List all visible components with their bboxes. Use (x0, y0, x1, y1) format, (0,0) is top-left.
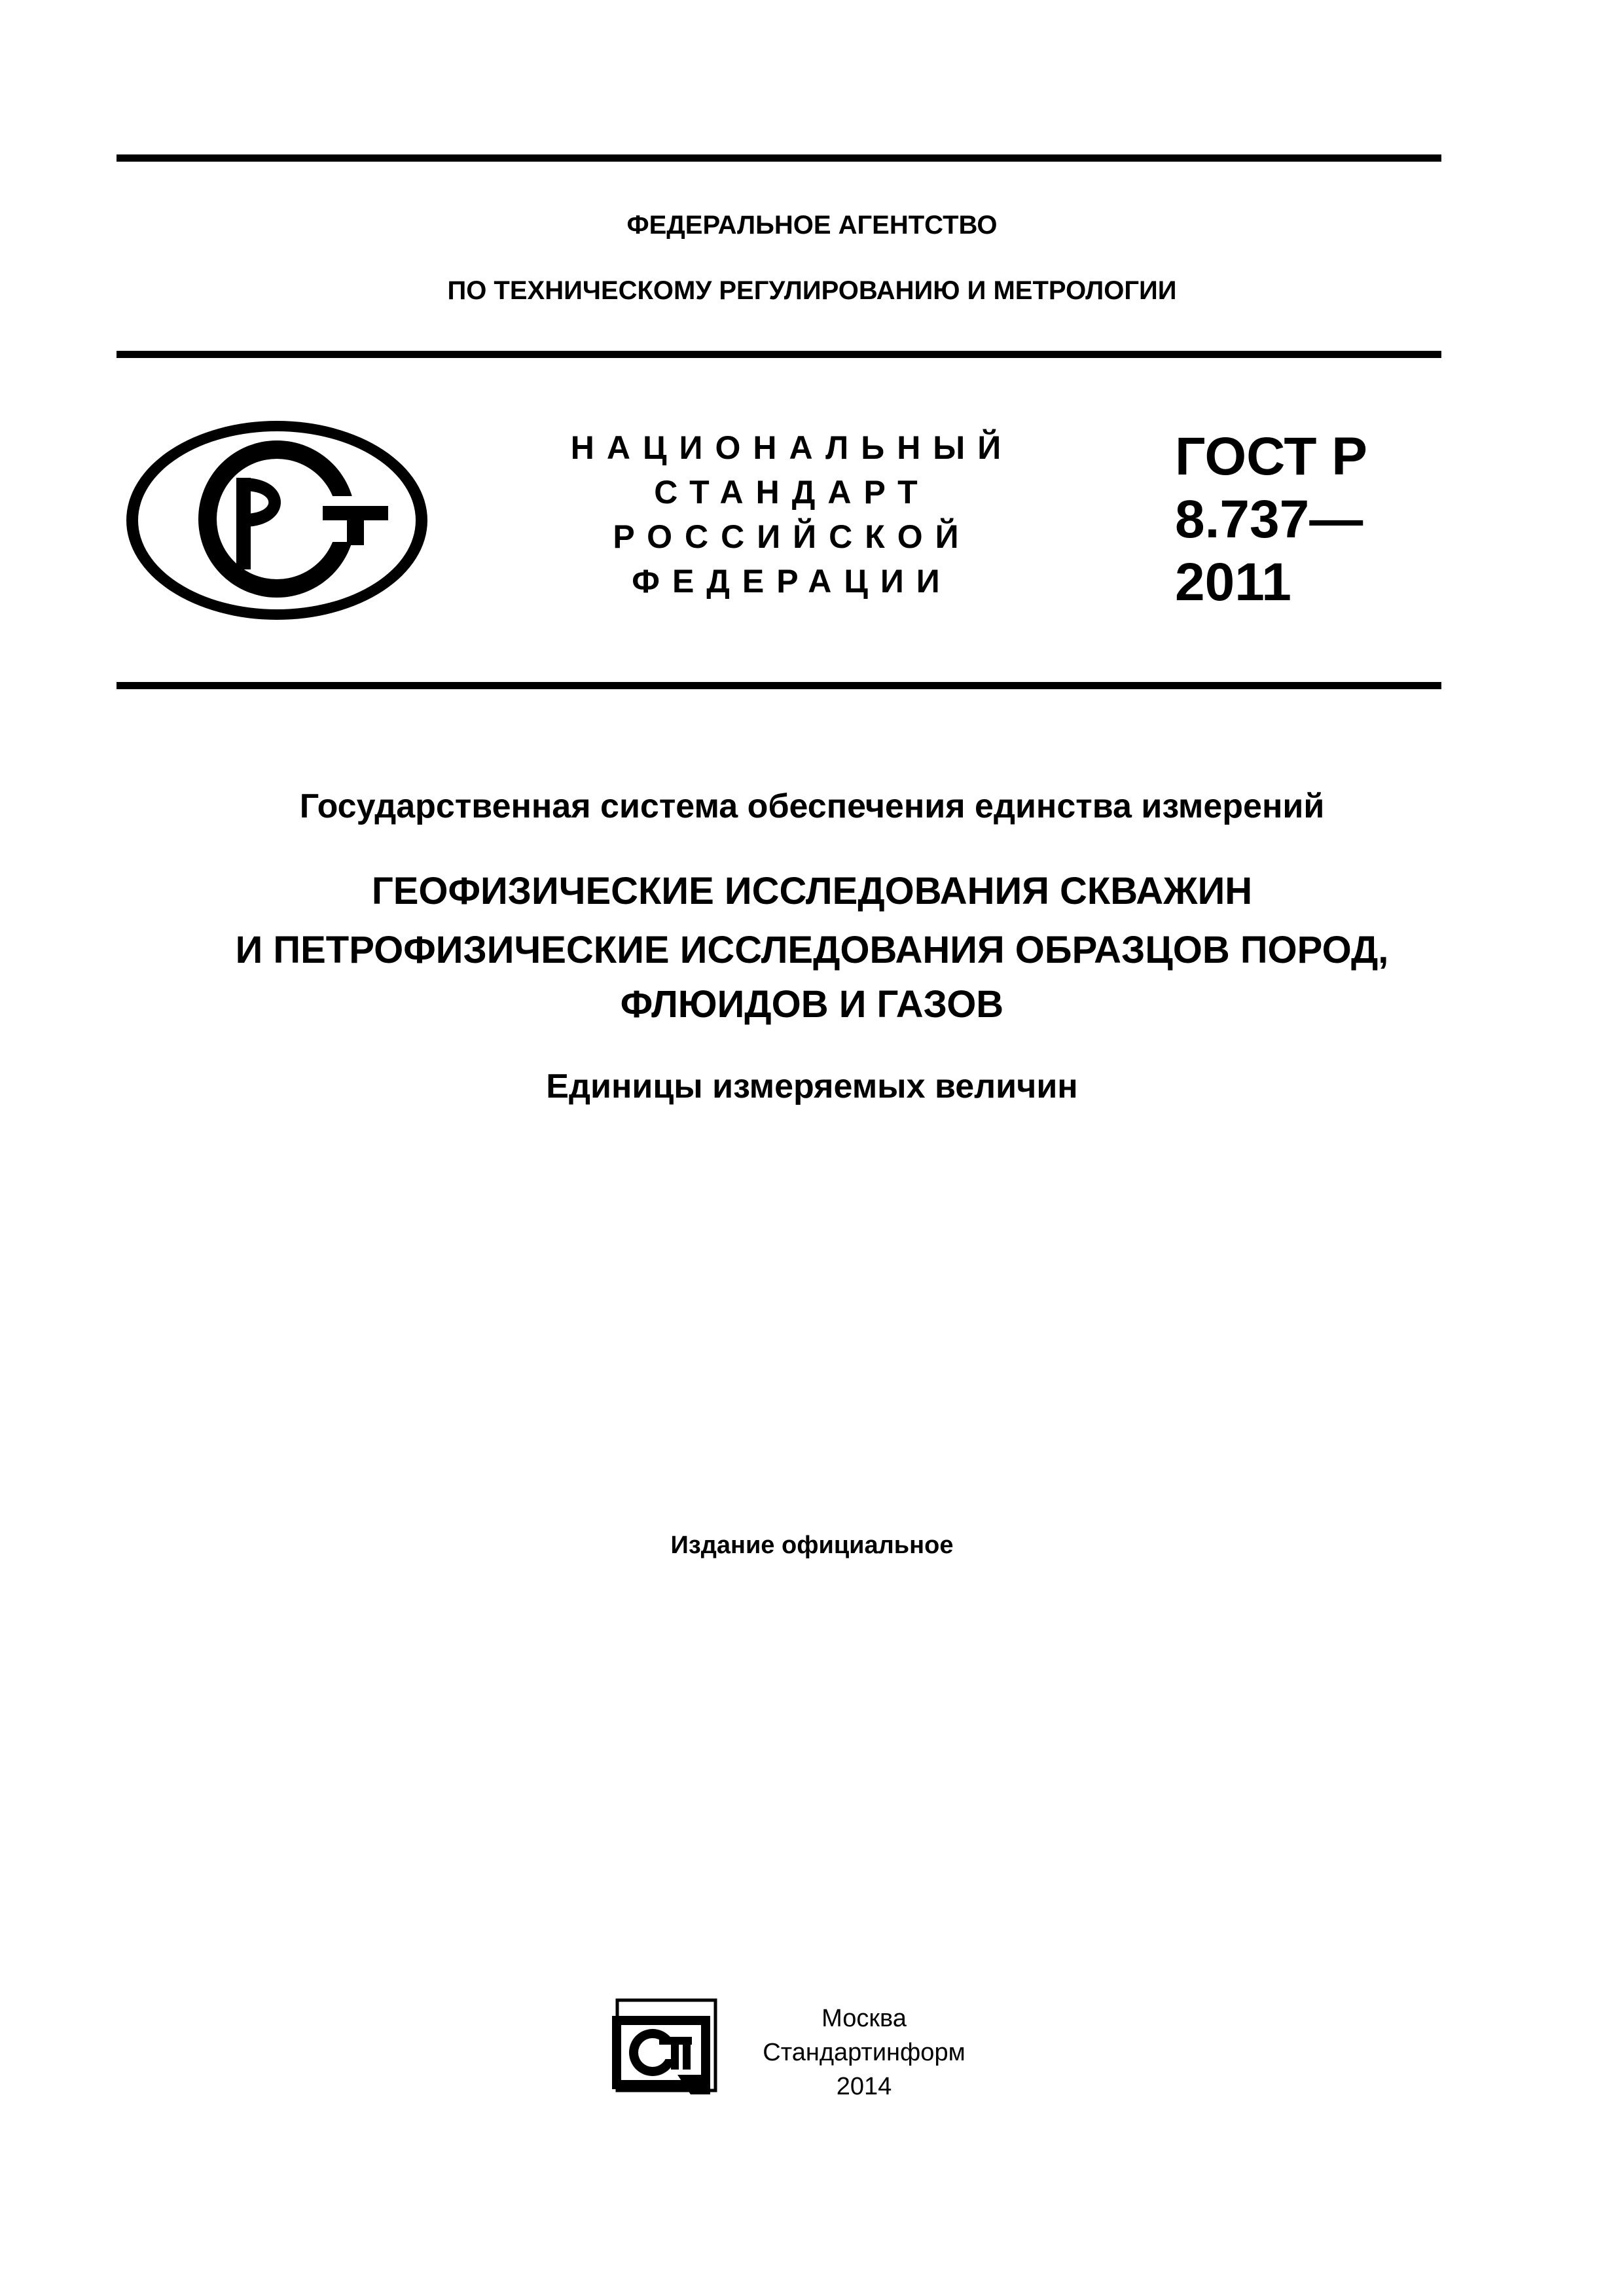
national-standard-label (556, 425, 1028, 603)
document-subtitle: Единицы измеряемых величин (546, 1067, 1078, 1105)
main-title-line-1: ГЕОФИЗИЧЕСКИЕ ИССЛЕДОВАНИЯ СКВАЖИН (371, 870, 1253, 912)
publisher-name: Стандартинформ (763, 2039, 965, 2066)
header-rule (117, 351, 1441, 358)
gost-line-1: ГОСТ Р (1175, 427, 1367, 486)
agency-line-1: ФЕДЕРАЛЬНОЕ АГЕНТСТВО (626, 211, 998, 240)
series-title: Государственная система обеспечения единства измерений (299, 787, 1325, 825)
gost-line-2: 8.737— (1175, 490, 1363, 549)
gost-designation (1175, 425, 1367, 614)
national-standard-line-2: СТАНДАРТ (654, 474, 930, 511)
standartinform-logo-icon (612, 1996, 723, 2094)
publisher-city: Москва (821, 2005, 907, 2032)
national-standard-line-1: НАЦИОНАЛЬНЫЙ (570, 429, 1014, 466)
national-standard-line-4: ФЕДЕРАЦИИ (632, 563, 952, 600)
main-title-line-3: ФЛЮИДОВ И ГАЗОВ (620, 983, 1004, 1026)
publisher-year: 2014 (836, 2073, 892, 2100)
agency-line-2: ПО ТЕХНИЧЕСКОМУ РЕГУЛИРОВАНИЮ И МЕТРОЛОГИИ (447, 276, 1177, 305)
edition-label: Издание официальное (670, 1532, 954, 1559)
rst-emblem-icon (117, 412, 444, 628)
national-standard-line-3: РОССИЙСКОЙ (613, 518, 971, 555)
publisher-info (733, 2001, 995, 2104)
main-title-line-2: И ПЕТРОФИЗИЧЕСКИЕ ИССЛЕДОВАНИЯ ОБРАЗЦОВ ПОРОД, (235, 929, 1389, 971)
header-bottom-rule (117, 682, 1441, 689)
gost-line-3: 2011 (1175, 552, 1291, 612)
top-rule (117, 154, 1441, 162)
